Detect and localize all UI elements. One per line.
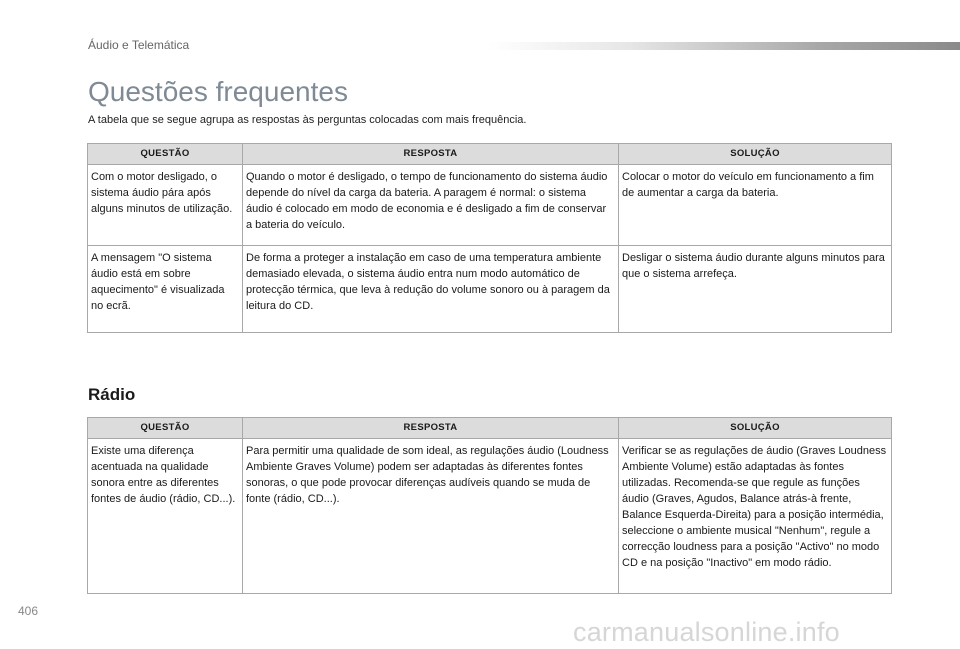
solution-cell: Desligar o sistema áudio durante alguns minutos para que o sistema arrefeça. [619, 246, 892, 333]
radio-section-title: Rádio [88, 385, 136, 404]
radio-faq-table [87, 417, 892, 594]
header-gradient-bar [488, 42, 960, 50]
watermark: carmanualsonline.info [573, 617, 840, 647]
column-header-answer: RESPOSTA [243, 144, 619, 165]
faq-table [87, 143, 892, 333]
column-header-answer: RESPOSTA [243, 418, 619, 439]
column-header-question: QUESTÃO [88, 418, 243, 439]
answer-cell: De forma a proteger a instalação em caso de uma temperatura ambiente demasiado elevada, o sistema áudio entra num modo automático de protecção térmica, que leva à redução do volume sonoro ou à paragem da leitura do CD. [243, 246, 619, 333]
column-header-solution: SOLUÇÃO [619, 144, 892, 165]
section-label: Áudio e Telemática [88, 38, 190, 52]
table-row [88, 439, 892, 594]
table-header-row [88, 418, 892, 439]
question-cell: Existe uma diferença acentuada na qualidade sonora entre as diferentes fontes de áudio (rádio, CD...). [88, 439, 243, 594]
page-number: 406 [18, 604, 39, 618]
table-row [88, 165, 892, 246]
solution-cell: Verificar se as regulações de áudio (Graves Loudness Ambiente Volume) estão adaptadas às fontes utilizadas. Recomenda-se que regule as funções áudio (Graves, Agudos, Balance atrás-à frente, Balance Esquerda-Direita) para a posição intermédia, seleccione o ambiente musical "Nenhum", regule a correcção loudness para a posição "Activo" no modo CD e na posição "Inactivo" em modo rádio. [619, 439, 892, 594]
page-title: Questões frequentes [88, 76, 348, 107]
question-cell: Com o motor desligado, o sistema áudio pára após alguns minutos de utilização. [88, 165, 243, 246]
answer-cell: Para permitir uma qualidade de som ideal, as regulações áudio (Loudness Ambiente Graves Volume) podem ser adaptadas às diferentes fontes sonoras, o que pode provocar diferenças audíveis quando se muda de fonte (rádio, CD...). [243, 439, 619, 594]
table-header-row [88, 144, 892, 165]
intro-text: A tabela que se segue agrupa as respostas às perguntas colocadas com mais frequência. [88, 114, 527, 126]
question-cell: A mensagem "O sistema áudio está em sobre aquecimento" é visualizada no ecrã. [88, 246, 243, 333]
solution-cell: Colocar o motor do veículo em funcionamento a fim de aumentar a carga da bateria. [619, 165, 892, 246]
answer-cell: Quando o motor é desligado, o tempo de funcionamento do sistema áudio depende do nível da carga da bateria. A paragem é normal: o sistema áudio é colocado em modo de economia e é desligado a fim de conservar a bateria do veículo. [243, 165, 619, 246]
table-row [88, 246, 892, 333]
column-header-question: QUESTÃO [88, 144, 243, 165]
column-header-solution: SOLUÇÃO [619, 418, 892, 439]
